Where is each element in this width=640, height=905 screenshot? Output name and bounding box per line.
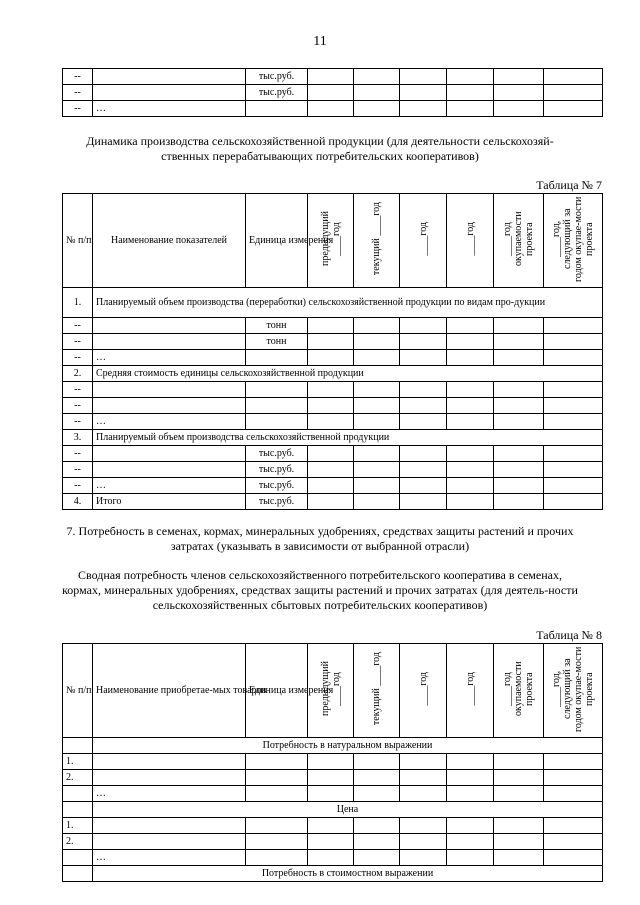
- value-cell[interactable]: [308, 478, 354, 494]
- value-cell[interactable]: [308, 850, 354, 866]
- value-cell[interactable]: [494, 818, 544, 834]
- row-num: --: [63, 69, 93, 85]
- table-8: [62, 643, 603, 882]
- value-cell[interactable]: [494, 786, 544, 802]
- value-cell[interactable]: [494, 398, 544, 414]
- value-cell[interactable]: [308, 398, 354, 414]
- value-cell[interactable]: [308, 754, 354, 770]
- value-cell[interactable]: [354, 786, 400, 802]
- value-cell[interactable]: [354, 350, 400, 366]
- value-cell[interactable]: [447, 382, 494, 398]
- value-cell[interactable]: [354, 850, 400, 866]
- value-cell[interactable]: [494, 770, 544, 786]
- value-cell[interactable]: [400, 318, 447, 334]
- section-row: [63, 738, 603, 754]
- value-cell[interactable]: [400, 818, 447, 834]
- row-num: --: [63, 478, 93, 494]
- row-num: --: [63, 382, 93, 398]
- value-cell[interactable]: [544, 398, 603, 414]
- value-cell[interactable]: [544, 818, 603, 834]
- value-cell[interactable]: [400, 334, 447, 350]
- value-cell[interactable]: [447, 478, 494, 494]
- value-cell[interactable]: [494, 85, 544, 101]
- t7-header-prev: предыдущий ____год: [319, 211, 342, 266]
- value-cell[interactable]: [400, 850, 447, 866]
- section-title: Планируемый объем производства сельскохозяйственной продукции: [93, 430, 603, 446]
- table-row: [63, 85, 603, 101]
- row-num: 3.: [63, 430, 93, 446]
- value-cell[interactable]: [494, 334, 544, 350]
- row-name: [93, 318, 246, 334]
- value-cell[interactable]: [447, 101, 494, 117]
- row-num: 1.: [63, 288, 93, 318]
- value-cell[interactable]: [544, 101, 603, 117]
- row-name: [93, 69, 246, 85]
- row-num: --: [63, 398, 93, 414]
- row-unit: тыс.руб.: [246, 69, 308, 85]
- value-cell[interactable]: [354, 334, 400, 350]
- value-cell[interactable]: [447, 446, 494, 462]
- value-cell[interactable]: [544, 382, 603, 398]
- value-cell[interactable]: [400, 834, 447, 850]
- row-num: --: [63, 334, 93, 350]
- section-title: Потребность в натуральном выражении: [93, 738, 603, 754]
- row-num: 2.: [63, 770, 93, 786]
- value-cell[interactable]: [308, 414, 354, 430]
- row-name: [93, 446, 246, 462]
- value-cell[interactable]: [494, 414, 544, 430]
- t8-header-payback: ____год окупаемости проекта: [502, 661, 535, 716]
- value-cell[interactable]: [308, 382, 354, 398]
- value-cell[interactable]: [354, 398, 400, 414]
- t8-header-cur: текущий ____год: [371, 651, 382, 726]
- value-cell[interactable]: [354, 414, 400, 430]
- row-num: --: [63, 462, 93, 478]
- value-cell[interactable]: [354, 462, 400, 478]
- value-cell[interactable]: [400, 414, 447, 430]
- table-row: [63, 494, 603, 510]
- table-row: [63, 834, 603, 850]
- t7-header-unit: Единица измерения: [246, 194, 308, 288]
- row-num: [63, 850, 93, 866]
- section-title: Цена: [93, 802, 603, 818]
- value-cell[interactable]: [400, 478, 447, 494]
- row-num: --: [63, 414, 93, 430]
- value-cell[interactable]: [447, 85, 494, 101]
- table-row: [63, 69, 603, 85]
- row-name: [93, 770, 246, 786]
- t7-header-name: Наименование показателей: [93, 194, 246, 288]
- value-cell[interactable]: [447, 770, 494, 786]
- section-row: [63, 366, 603, 382]
- t8-header-unit: Единица измерения: [246, 644, 308, 738]
- empty-cell: [63, 738, 93, 754]
- value-cell[interactable]: [494, 350, 544, 366]
- value-cell[interactable]: [308, 85, 354, 101]
- value-cell[interactable]: [544, 446, 603, 462]
- t8-header-next: ____год, следующий за годом окупае-мости проекта: [551, 645, 595, 732]
- t8-header-y1: ____год: [417, 671, 429, 706]
- table-row: [63, 318, 603, 334]
- t7-header-y1: ____год: [417, 221, 429, 256]
- row-name: [93, 382, 246, 398]
- section-row: [63, 802, 603, 818]
- row-name: [93, 85, 246, 101]
- page-number: 11: [313, 34, 327, 49]
- table-row: [63, 786, 603, 802]
- value-cell[interactable]: [447, 414, 494, 430]
- value-cell[interactable]: [246, 850, 308, 866]
- value-cell[interactable]: [354, 754, 400, 770]
- t7-header-y2: ____год: [464, 221, 476, 256]
- value-cell[interactable]: [447, 786, 494, 802]
- value-cell[interactable]: [308, 770, 354, 786]
- value-cell[interactable]: [354, 318, 400, 334]
- row-num: [63, 786, 93, 802]
- t7-header-cur: текущий ____год: [371, 201, 382, 276]
- section-title: Потребность в стоимостном выражении: [93, 866, 603, 882]
- value-cell[interactable]: [400, 770, 447, 786]
- row-num: 4.: [63, 494, 93, 510]
- top-table: [62, 68, 603, 117]
- value-cell[interactable]: [308, 834, 354, 850]
- row-num: 2.: [63, 834, 93, 850]
- value-cell[interactable]: [544, 350, 603, 366]
- table-row: [63, 398, 603, 414]
- row-name: …: [93, 478, 246, 494]
- row-num: 2.: [63, 366, 93, 382]
- t7-header-next: ____год, следующий за годом окупае-мости проекта: [551, 195, 595, 282]
- value-cell[interactable]: [447, 350, 494, 366]
- value-cell[interactable]: [354, 382, 400, 398]
- row-name: Итого: [93, 494, 246, 510]
- value-cell[interactable]: [544, 69, 603, 85]
- value-cell[interactable]: [400, 69, 447, 85]
- section-row: [63, 288, 603, 318]
- value-cell[interactable]: [354, 478, 400, 494]
- value-cell[interactable]: [544, 478, 603, 494]
- value-cell[interactable]: [447, 462, 494, 478]
- value-cell[interactable]: [447, 69, 494, 85]
- row-name: …: [93, 414, 246, 430]
- empty-cell: [63, 802, 93, 818]
- value-cell[interactable]: [308, 462, 354, 478]
- row-name: …: [93, 850, 246, 866]
- table-row: [63, 414, 603, 430]
- value-cell[interactable]: [354, 834, 400, 850]
- row-num: 1.: [63, 754, 93, 770]
- table7-label: Таблица № 7: [536, 178, 602, 192]
- row-name: …: [93, 786, 246, 802]
- row-unit: [246, 350, 308, 366]
- row-num: --: [63, 318, 93, 334]
- value-cell[interactable]: [447, 850, 494, 866]
- value-cell[interactable]: [308, 786, 354, 802]
- value-cell[interactable]: [400, 398, 447, 414]
- value-cell[interactable]: [494, 382, 544, 398]
- value-cell[interactable]: [308, 818, 354, 834]
- value-cell[interactable]: [354, 494, 400, 510]
- table-7: [62, 193, 603, 510]
- value-cell[interactable]: [447, 834, 494, 850]
- value-cell[interactable]: [494, 478, 544, 494]
- value-cell[interactable]: [544, 85, 603, 101]
- row-unit: тонн: [246, 334, 308, 350]
- row-num: --: [63, 85, 93, 101]
- row-num: 1.: [63, 818, 93, 834]
- value-cell[interactable]: [400, 754, 447, 770]
- value-cell[interactable]: [308, 494, 354, 510]
- value-cell[interactable]: [494, 462, 544, 478]
- value-cell[interactable]: [447, 754, 494, 770]
- table-row: [63, 462, 603, 478]
- section-7-heading: 7. Потребность в семенах, кормах, минеральных удобрениях, средствах защиты растений и прочих затратах (указывать в зависимости от выбранной отрасли): [66, 524, 574, 553]
- value-cell[interactable]: [447, 818, 494, 834]
- table-row: [63, 850, 603, 866]
- value-cell[interactable]: [308, 69, 354, 85]
- value-cell[interactable]: [544, 494, 603, 510]
- table-row: [63, 350, 603, 366]
- value-cell[interactable]: [544, 786, 603, 802]
- value-cell[interactable]: [544, 414, 603, 430]
- table-row: [63, 770, 603, 786]
- t8-header-name: Наименование приобретае-мых товаров: [93, 644, 246, 738]
- section-row: [63, 430, 603, 446]
- value-cell[interactable]: [494, 69, 544, 85]
- row-unit: [246, 398, 308, 414]
- value-cell[interactable]: [494, 754, 544, 770]
- value-cell[interactable]: [246, 770, 308, 786]
- row-num: --: [63, 101, 93, 117]
- value-cell[interactable]: [447, 494, 494, 510]
- value-cell[interactable]: [400, 494, 447, 510]
- row-unit: [246, 101, 308, 117]
- value-cell[interactable]: [246, 818, 308, 834]
- section-row: [63, 866, 603, 882]
- row-name: [93, 462, 246, 478]
- value-cell[interactable]: [494, 494, 544, 510]
- value-cell[interactable]: [308, 334, 354, 350]
- table8-heading: Сводная потребность членов сельскохозяйственного потребительского кооператива в семенах, кормах, минеральных удобрениях, средствах защиты растений и прочих затратах (для деятель-ности сельскохозяйственных сбытовых потребительских кооперативов): [62, 568, 578, 612]
- value-cell[interactable]: [544, 334, 603, 350]
- value-cell[interactable]: [400, 350, 447, 366]
- value-cell[interactable]: [447, 318, 494, 334]
- table-row: [63, 478, 603, 494]
- row-num: --: [63, 446, 93, 462]
- value-cell[interactable]: [354, 69, 400, 85]
- table-row: [63, 754, 603, 770]
- value-cell[interactable]: [400, 382, 447, 398]
- value-cell[interactable]: [400, 85, 447, 101]
- row-name: …: [93, 101, 246, 117]
- value-cell[interactable]: [400, 462, 447, 478]
- value-cell[interactable]: [544, 850, 603, 866]
- value-cell[interactable]: [308, 446, 354, 462]
- value-cell[interactable]: [544, 318, 603, 334]
- row-unit: тыс.руб.: [246, 462, 308, 478]
- value-cell[interactable]: [544, 754, 603, 770]
- value-cell[interactable]: [494, 318, 544, 334]
- row-num: --: [63, 350, 93, 366]
- value-cell[interactable]: [308, 350, 354, 366]
- row-name: …: [93, 350, 246, 366]
- table-row: [63, 382, 603, 398]
- value-cell[interactable]: [246, 786, 308, 802]
- row-unit: тонн: [246, 318, 308, 334]
- value-cell[interactable]: [354, 85, 400, 101]
- t8-header-y2: ____год: [464, 671, 476, 706]
- t7-header-payback: ____год окупаемости проекта: [502, 211, 535, 266]
- value-cell[interactable]: [354, 101, 400, 117]
- t8-header-prev: предыдущий ____год: [319, 661, 342, 716]
- section-title: Планируемый объем производства (переработки) сельскохозяйственной продукции по видам про-дукции: [93, 288, 603, 318]
- value-cell[interactable]: [494, 850, 544, 866]
- row-name: [93, 398, 246, 414]
- row-unit: [246, 382, 308, 398]
- value-cell[interactable]: [447, 334, 494, 350]
- section-title: Средняя стоимость единицы сельскохозяйственной продукции: [93, 366, 603, 382]
- value-cell[interactable]: [246, 834, 308, 850]
- t8-header-num: № п/п: [63, 644, 93, 738]
- value-cell[interactable]: [354, 446, 400, 462]
- value-cell[interactable]: [494, 446, 544, 462]
- row-unit: тыс.руб.: [246, 478, 308, 494]
- t7-header-num: № п/п: [63, 194, 93, 288]
- value-cell[interactable]: [354, 818, 400, 834]
- row-unit: тыс.руб.: [246, 85, 308, 101]
- table-row: [63, 818, 603, 834]
- value-cell[interactable]: [308, 101, 354, 117]
- value-cell[interactable]: [544, 834, 603, 850]
- table-row: [63, 334, 603, 350]
- value-cell[interactable]: [544, 770, 603, 786]
- value-cell[interactable]: [400, 446, 447, 462]
- value-cell[interactable]: [308, 318, 354, 334]
- value-cell[interactable]: [544, 462, 603, 478]
- empty-cell: [63, 866, 93, 882]
- row-unit: тыс.руб.: [246, 494, 308, 510]
- table8-label: Таблица № 8: [536, 628, 602, 642]
- value-cell[interactable]: [447, 398, 494, 414]
- value-cell[interactable]: [246, 754, 308, 770]
- row-name: [93, 834, 246, 850]
- value-cell[interactable]: [494, 101, 544, 117]
- table-row: [63, 446, 603, 462]
- row-name: [93, 818, 246, 834]
- table-row: [63, 101, 603, 117]
- value-cell[interactable]: [400, 101, 447, 117]
- value-cell[interactable]: [354, 770, 400, 786]
- value-cell[interactable]: [400, 786, 447, 802]
- value-cell[interactable]: [494, 834, 544, 850]
- row-unit: тыс.руб.: [246, 446, 308, 462]
- row-name: [93, 754, 246, 770]
- row-unit: [246, 414, 308, 430]
- row-name: [93, 334, 246, 350]
- table7-heading: Динамика производства сельскохозяйственной продукции (для деятельности сельскохозяй-ственных перерабатывающих потребительских кооперативов): [86, 134, 554, 163]
